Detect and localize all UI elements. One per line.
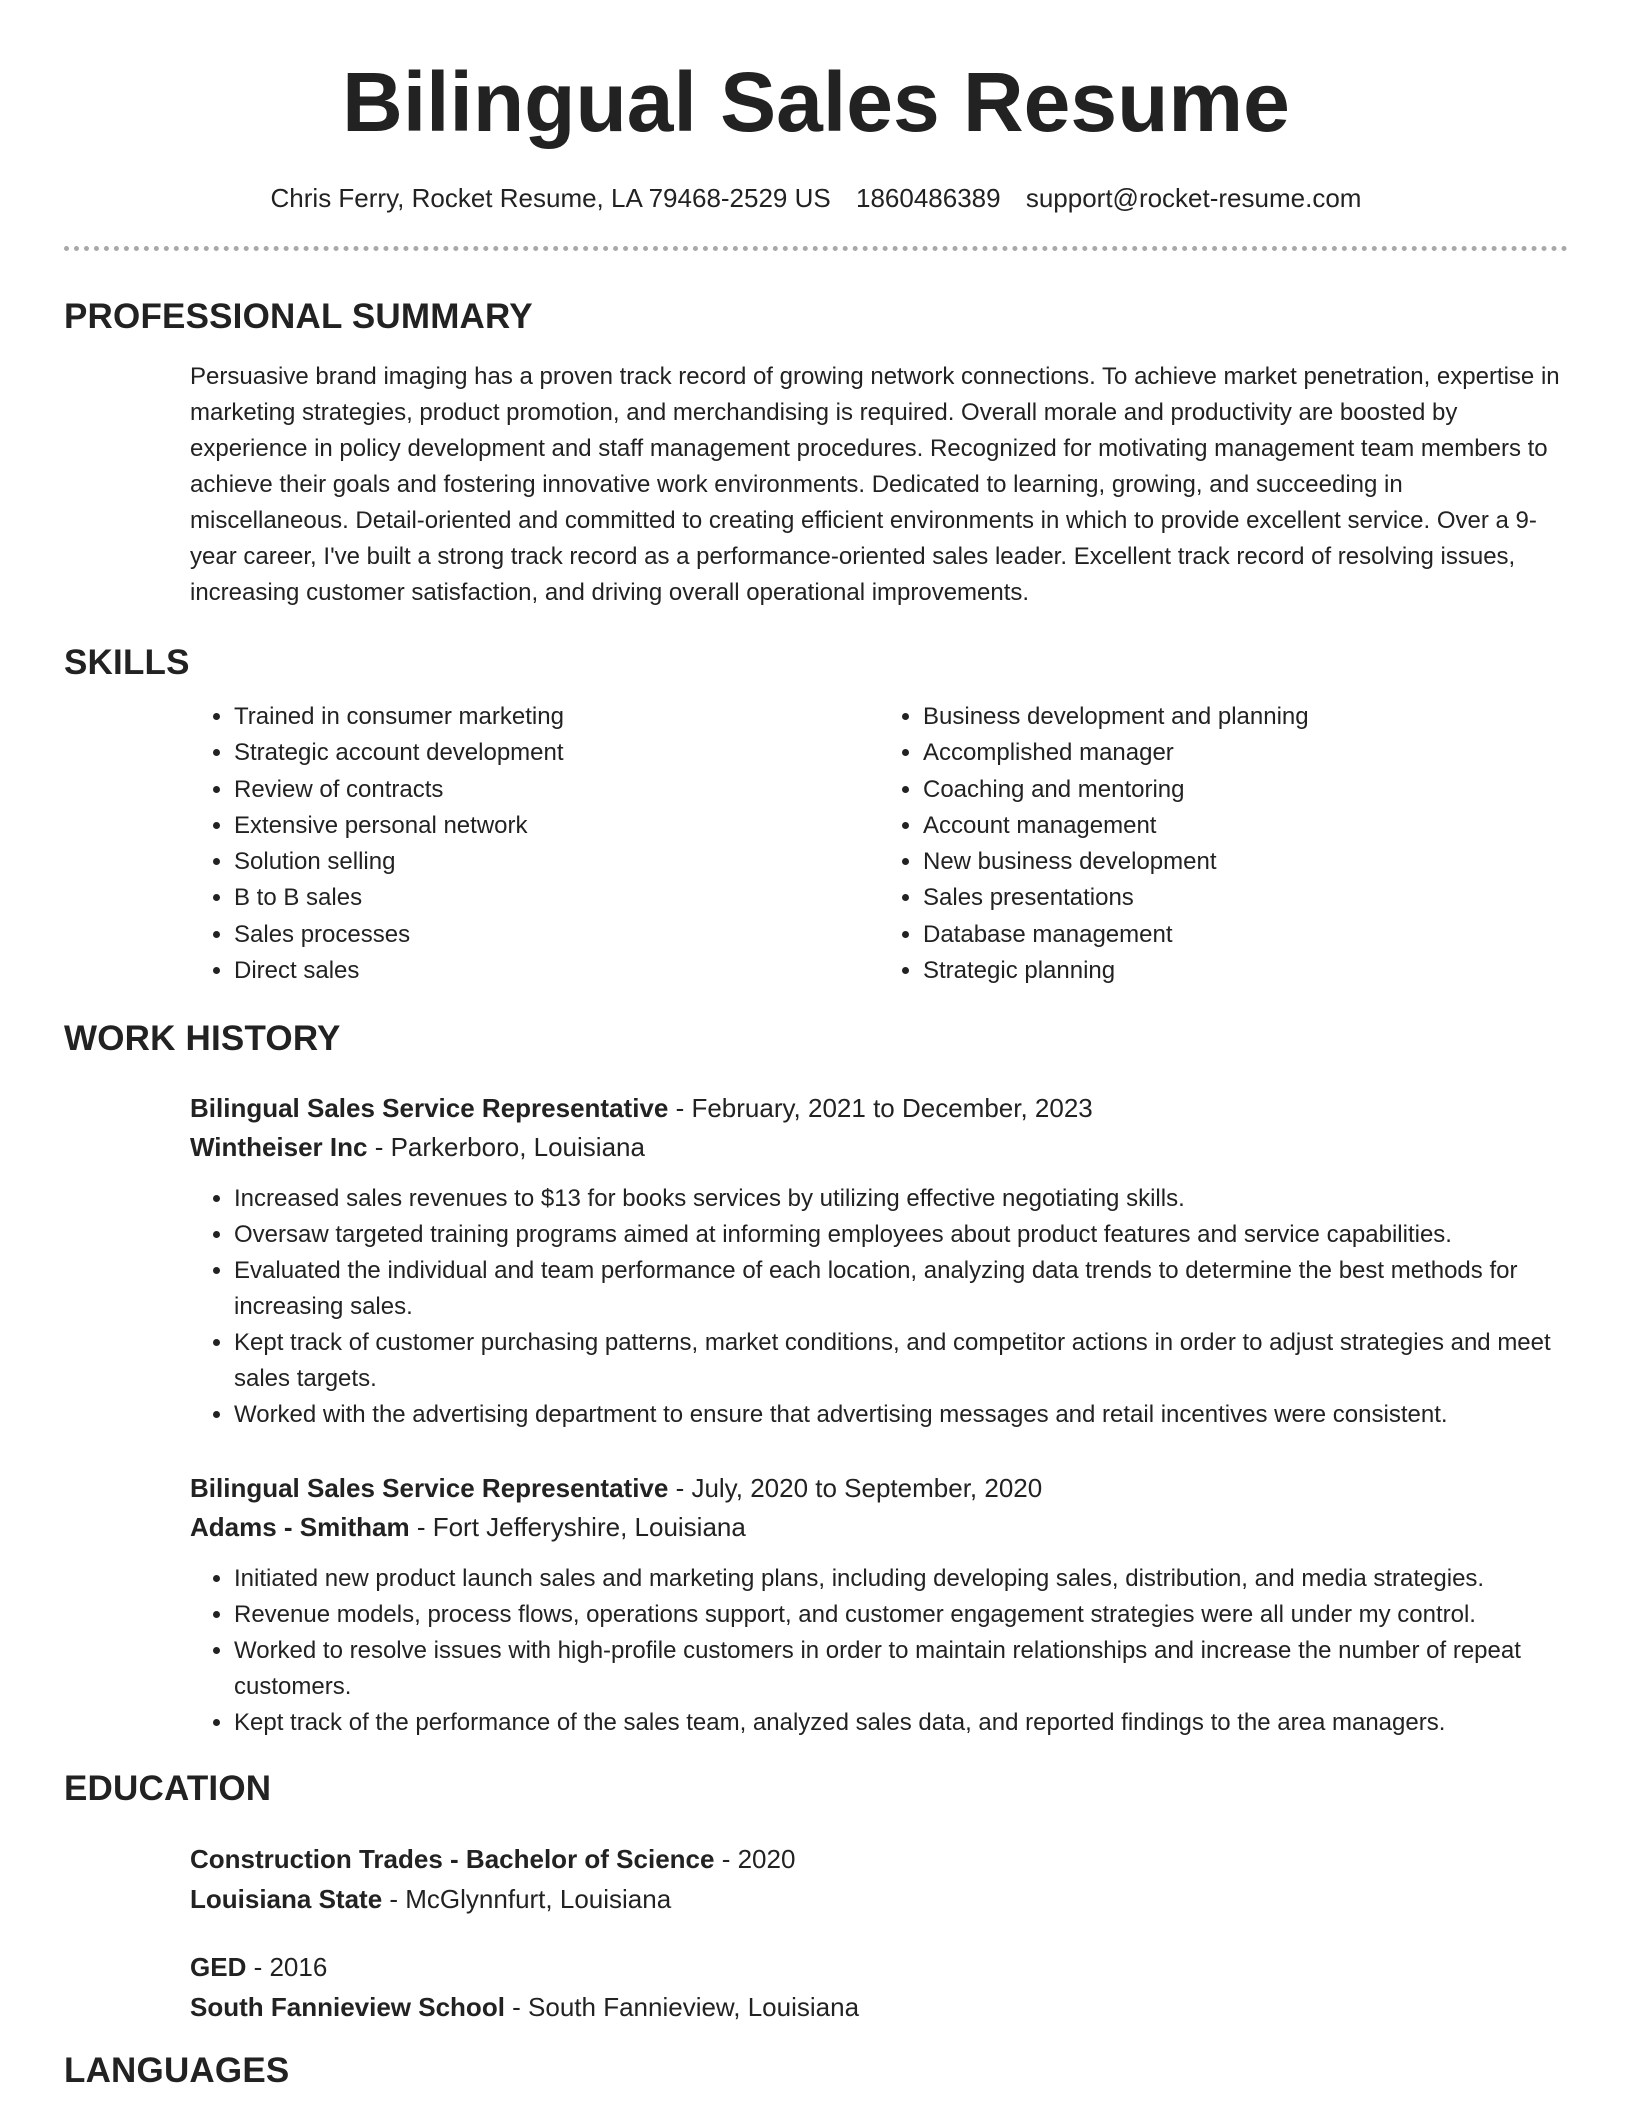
job-location: - Fort Jefferyshire, Louisiana — [409, 1512, 746, 1543]
job-bullet: • Kept track of customer purchasing patterns, market conditions, and competitor actions in order to adjust strategies and meet sales targets. — [234, 1325, 1568, 1397]
skill-item: • Sales processes — [234, 917, 879, 953]
education-degree-line — [190, 1947, 1568, 1987]
skills-grid — [190, 699, 1568, 989]
skill-item: • Strategic planning — [923, 953, 1568, 989]
job-bullet: • Initiated new product launch sales and marketing plans, including developing sales, distribution, and media strategies. — [234, 1561, 1568, 1597]
education-school-line — [190, 1879, 1568, 1919]
languages-heading: LANGUAGES — [64, 2051, 290, 2091]
header-divider — [64, 246, 1568, 251]
skills-section — [64, 641, 1568, 989]
summary-text: Persuasive brand imaging has a proven track record of growing network connections. To achieve market penetration, expertise in marketing strategies, product promotion, and merchandising is required. Overall morale and productivity are boosted by experience in policy development and staff management procedures. Recognized for motivating management team members to achieve their goals and fostering innovative work environments. Dedicated to learning, growing, and succeeding in miscellaneous. Detail-oriented and committed to creating efficient environments in which to provide excellent service. Over a 9-year career, I've built a strong track record as a performance-oriented sales leader. Excellent track record of resolving issues, increasing customer satisfaction, and driving overall operational improvements. — [190, 363, 1560, 606]
job-dates: - February, 2021 to December, 2023 — [668, 1093, 1093, 1124]
job-title-line — [190, 1089, 1568, 1128]
skill-item: • Coaching and mentoring — [923, 772, 1568, 808]
job-bullet: • Worked to resolve issues with high-profile customers in order to maintain relationships and increase the number of repeat customers. — [234, 1633, 1568, 1705]
job-title-line — [190, 1469, 1568, 1508]
languages-section — [64, 2049, 1568, 2093]
skill-item: • Database management — [923, 917, 1568, 953]
education-heading: EDUCATION — [64, 1769, 272, 1809]
skill-item: • Business development and planning — [923, 699, 1568, 735]
job-company: Wintheiser Inc — [190, 1132, 368, 1163]
education-entry — [190, 1839, 1568, 1919]
skill-item: • Strategic account development — [234, 735, 879, 771]
education-degree-line — [190, 1839, 1568, 1879]
skill-item: • Review of contracts — [234, 772, 879, 808]
summary-heading: PROFESSIONAL SUMMARY — [64, 297, 533, 336]
job-company-line — [190, 1508, 1568, 1547]
job-entry — [190, 1089, 1568, 1433]
skills-heading: SKILLS — [64, 643, 190, 682]
resume-page — [64, 0, 1568, 2093]
resume-title: Bilingual Sales Resume — [342, 55, 1290, 149]
job-bullet: • Revenue models, process flows, operations support, and customer engagement strategies were all under my control. — [234, 1597, 1568, 1633]
job-location: - Parkerboro, Louisiana — [367, 1132, 645, 1163]
skill-item: • Account management — [923, 808, 1568, 844]
contact-address: Chris Ferry, Rocket Resume, LA 79468-2529 US — [270, 183, 831, 213]
contact-line — [64, 180, 1568, 216]
job-entry — [190, 1469, 1568, 1741]
skills-list-left — [190, 699, 879, 989]
work-history-heading: WORK HISTORY — [64, 1019, 341, 1059]
skills-list-right — [879, 699, 1568, 989]
job-title: Bilingual Sales Service Representative — [190, 1093, 669, 1124]
job-bullet: • Oversaw targeted training programs aimed at informing employees about product features and service capabilities. — [234, 1217, 1568, 1253]
skill-item: • New business development — [923, 844, 1568, 880]
education-year: - 2016 — [246, 1952, 328, 1983]
education-degree: GED — [190, 1952, 247, 1983]
job-company: Adams - Smitham — [190, 1512, 410, 1543]
job-bullet: • Evaluated the individual and team performance of each location, analyzing data trends to determine the best methods for increasing sales. — [234, 1253, 1568, 1325]
education-year: - 2020 — [714, 1844, 796, 1875]
job-title: Bilingual Sales Service Representative — [190, 1473, 669, 1504]
education-school: Louisiana State — [190, 1884, 383, 1915]
job-bullets — [190, 1561, 1568, 1741]
skill-item: • Sales presentations — [923, 880, 1568, 916]
skill-item: • B to B sales — [234, 880, 879, 916]
job-bullet: • Increased sales revenues to $13 for books services by utilizing effective negotiating skills. — [234, 1181, 1568, 1217]
job-bullets — [190, 1181, 1568, 1433]
education-school: South Fannieview School — [190, 1992, 505, 2023]
education-degree: Construction Trades - Bachelor of Science — [190, 1844, 715, 1875]
education-location: - South Fannieview, Louisiana — [504, 1992, 860, 2023]
skill-item: • Direct sales — [234, 953, 879, 989]
education-location: - McGlynnfurt, Louisiana — [382, 1884, 672, 1915]
skill-item: • Extensive personal network — [234, 808, 879, 844]
skill-item: • Trained in consumer marketing — [234, 699, 879, 735]
job-bullet: • Kept track of the performance of the sales team, analyzed sales data, and reported findings to the area managers. — [234, 1705, 1568, 1741]
job-company-line — [190, 1128, 1568, 1167]
job-dates: - July, 2020 to September, 2020 — [668, 1473, 1043, 1504]
education-section — [64, 1767, 1568, 2027]
skill-item: • Solution selling — [234, 844, 879, 880]
contact-phone: 1860486389 — [855, 183, 1001, 213]
work-history-section — [64, 1017, 1568, 1741]
summary-section — [64, 295, 1568, 611]
job-bullet: • Worked with the advertising department to ensure that advertising messages and retail incentives were consistent. — [234, 1397, 1568, 1433]
contact-email: support@rocket-resume.com — [1025, 183, 1362, 213]
education-school-line — [190, 1987, 1568, 2027]
skill-item: • Accomplished manager — [923, 735, 1568, 771]
education-entry — [190, 1947, 1568, 2027]
